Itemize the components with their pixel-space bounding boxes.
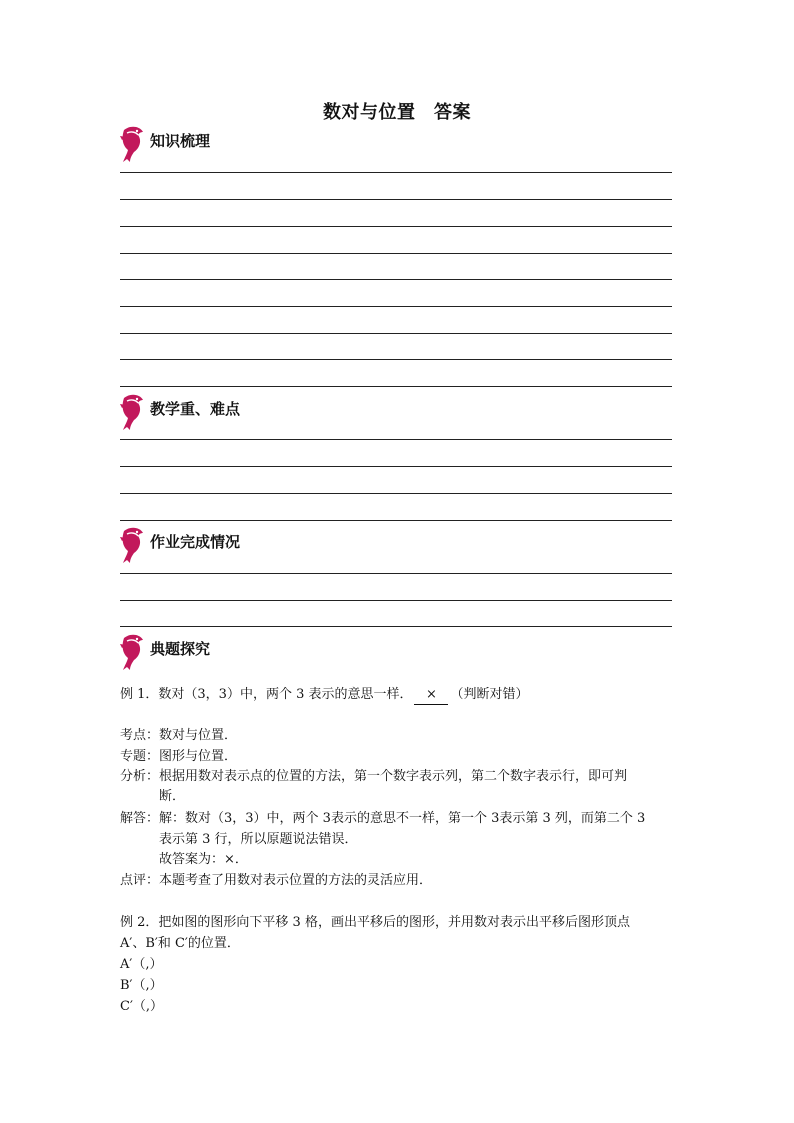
example-2-point-b: B′（,） xyxy=(120,978,163,993)
answer-line xyxy=(120,226,672,227)
answer-line xyxy=(120,172,672,173)
answer-line xyxy=(120,626,672,627)
dolphin-icon xyxy=(118,632,146,672)
answer-line xyxy=(120,253,672,254)
answer-line xyxy=(120,199,672,200)
dolphin-icon xyxy=(118,392,146,432)
answer-line xyxy=(120,493,672,494)
answer-line xyxy=(120,439,672,440)
section-label: 知识梳理 xyxy=(150,132,211,150)
answer-line xyxy=(120,279,672,280)
answer-line xyxy=(120,386,672,387)
answer-line xyxy=(120,333,672,334)
example-1-zhuanti: 专题：图形与位置． xyxy=(120,749,238,764)
answer-line xyxy=(120,600,672,601)
question-suffix: （判断对错） xyxy=(450,687,529,702)
example-1-fenxi: 分析：根据用数对表示点的位置的方法，第一个数字表示列，第二个数字表示行，即可判 xyxy=(120,769,628,784)
example-1-answer: 故答案为：×． xyxy=(159,852,248,867)
example-2-question-cont: A′、B′和 C′的位置． xyxy=(120,936,240,951)
example-1-kaodian: 考点：数对与位置． xyxy=(120,728,238,743)
answer-line xyxy=(120,466,672,467)
example-1-question xyxy=(120,686,529,705)
example-2-point-c: C′（,） xyxy=(120,999,164,1014)
example-2-point-a: A′（,） xyxy=(120,957,163,972)
dolphin-icon xyxy=(118,124,146,164)
example-1-fenxi-cont: 断． xyxy=(159,789,186,804)
section-label: 教学重、难点 xyxy=(150,400,241,418)
example-2-question: 例 2．把如图的图形向下平移 3 格，画出平移后的图形，并用数对表示出平移后图形顶点 xyxy=(120,915,630,930)
section-label: 典题探究 xyxy=(150,640,211,658)
question-text: 例 1．数对（3，3）中，两个 3 表示的意思一样． xyxy=(120,687,413,702)
answer-line xyxy=(120,306,672,307)
answer-line xyxy=(120,520,672,521)
example-1-jieda-cont: 表示第 3 行，所以原题说法错误． xyxy=(159,832,358,847)
page-title: 数对与位置 答案 xyxy=(323,102,471,123)
answer-line xyxy=(120,359,672,360)
dolphin-icon xyxy=(118,525,146,565)
section-label: 作业完成情况 xyxy=(150,533,241,551)
example-1-jieda: 解答：解：数对（3，3）中，两个 3表示的意思不一样，第一个 3表示第 3 列，而第二个 3 xyxy=(120,811,646,826)
example-1-dianping: 点评：本题考查了用数对表示位置的方法的灵活应用． xyxy=(120,873,433,888)
answer-line xyxy=(120,573,672,574)
answer-blank: × xyxy=(414,686,448,705)
